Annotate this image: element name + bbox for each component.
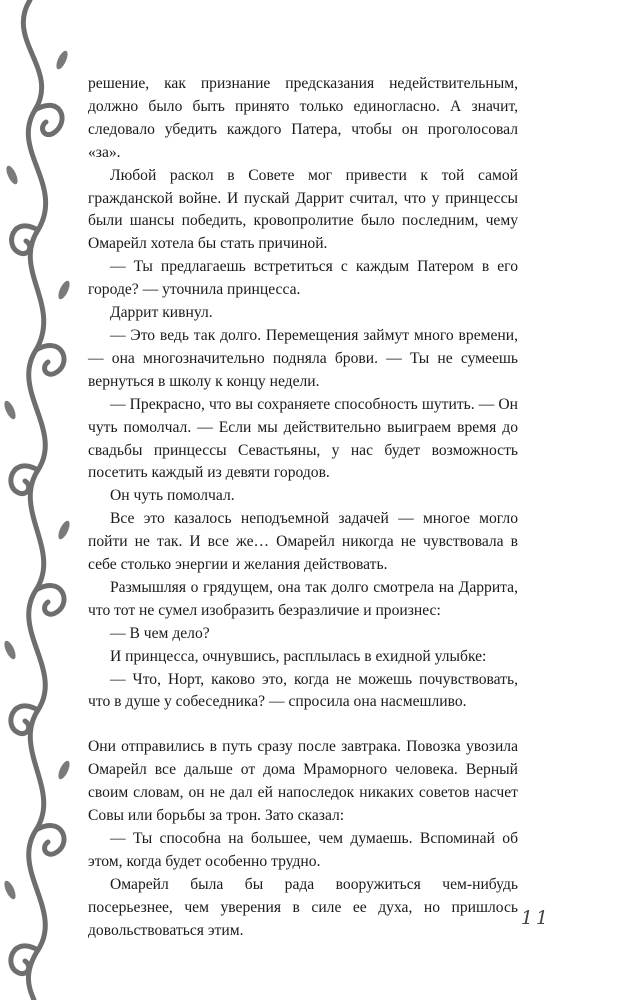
paragraph: Все это казалось неподъемной задачей — многое могло пойти не так. И все же… Омарейл никогда не чувствовала в себе столько энергии и желания действовать. — [88, 510, 518, 574]
paragraph: Они отправились в путь сразу после завтрака. Повозка увозила Омарейл все дальше от дома Мраморного человека. Верный своим словам, он не дал ей напоследок никаких советов насчет Совы или борьбы за трон. Зато сказал: — [88, 738, 518, 825]
paragraph: решение, как признание предсказания недействительным, должно было быть принято только единогласно. А значит, следовало убедить каждого Патера, чтобы он проголосовал «за». — [88, 75, 518, 161]
paragraph: Даррит кивнул. — [110, 304, 213, 322]
paragraph: И принцесса, очнувшись, расплылась в ехидной улыбке: — [110, 647, 487, 665]
paragraph: — Что, Норт, каково это, когда не можешь почувствовать, что в душе у собеседника? — спросила она насмешливо. — [88, 670, 518, 711]
paragraph: — Это ведь так долго. Перемещения займут много времени, — она многозначительно подняла брови. — Ты не сумеешь вернуться в школу к концу недели. — [88, 326, 518, 390]
section-break — [88, 714, 518, 736]
page-number: 11 — [520, 907, 551, 929]
paragraph: — Прекрасно, что вы сохраняете способность шутить. — Он чуть помолчал. — Если мы действительно выиграем время до свадьбы принцессы Севастьяны, у нас будет возможность посетить каждый из девяти городов. — [88, 395, 518, 482]
paragraph: — Ты предлагаешь встретиться с каждым Патером в его городе? — уточнила принцесса. — [88, 258, 518, 299]
paragraph: Любой раскол в Совете мог привести к той самой гражданской войне. И пускай Даррит считал, что у принцессы были шансы победить, кровопролитие было последним, чему Омарейл хотела бы стать причиной. — [88, 166, 518, 253]
decorative-swirl-border — [0, 0, 80, 1000]
paragraph: Размышляя о грядущем, она так долго смотрела на Даррита, что тот не сумел изобразить безразличие и произнес: — [88, 578, 518, 619]
paragraph: — Ты способна на большее, чем думаешь. Вспоминай об этом, когда будет особенно трудно. — [88, 830, 518, 870]
paragraph: Омарейл была бы рада вооружиться чем-нибудь посерьезнее, чем уверения в силе ее духа, но пришлось довольствоваться этим. — [88, 875, 518, 939]
body-text — [88, 73, 518, 943]
paragraph: Он чуть помолчал. — [110, 487, 235, 505]
paragraph: — В чем дело? — [110, 624, 210, 642]
